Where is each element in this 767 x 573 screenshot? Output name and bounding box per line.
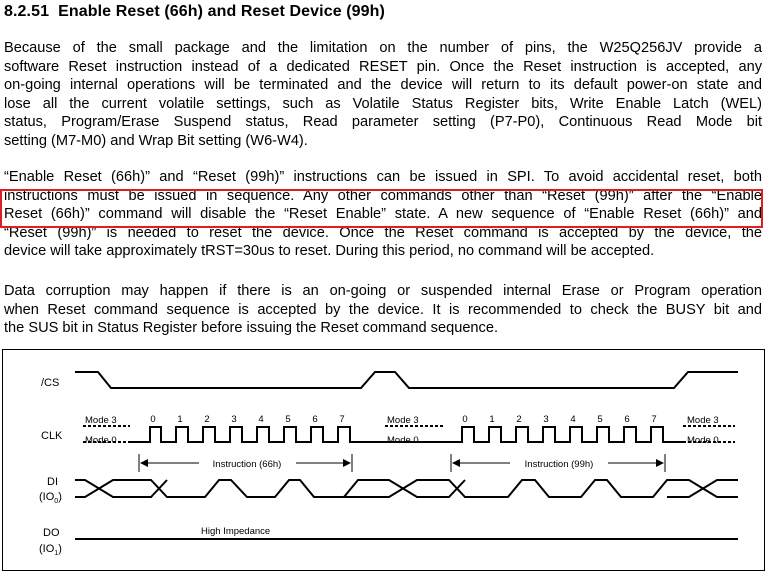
bit-number: 5 [597, 414, 603, 425]
mode3-label-3: Mode 3 [687, 415, 719, 426]
di-sub-label: $(IO_0)$ [39, 491, 62, 505]
do-sub-label: $(IO_1)$ [39, 543, 62, 557]
bit-number: 0 [462, 414, 468, 425]
bit-number: 4 [570, 414, 576, 425]
high-impedance-label: High Impedance [201, 526, 271, 537]
bit-number: 4 [258, 414, 264, 425]
bit-number: 1 [489, 414, 495, 425]
bit-number: 6 [312, 414, 318, 425]
bit-number: 6 [624, 414, 630, 425]
instruction-66h-label: Instruction (66h) [212, 459, 282, 470]
text-line: lose all the current volatile settings, such as Volatile Status Register bits, Write Enable Latch (WEL) [4, 95, 762, 112]
bit-number: 0 [150, 414, 156, 425]
text-line: status, Program/Erase Suspend status, Read parameter setting (P7-P0), Continuous Read Mode bit [4, 114, 762, 131]
section-number: 8.2.51 [4, 3, 50, 20]
text-line: the SUS bit in Status Register before issuing the Reset command sequence. [4, 320, 499, 337]
timing-diagram [2, 349, 765, 571]
bit-number: 3 [231, 414, 237, 425]
paragraph-warning [4, 282, 762, 338]
bit-number: 7 [339, 414, 345, 425]
mode3-label-2: Mode 3 [387, 415, 419, 426]
instruction-99h-label: Instruction (99h) [524, 459, 594, 470]
text-line: device will take approximately tRST=30us to reset. During this period, no command will be accepted. [4, 243, 655, 260]
mode0-label-2: Mode 0 [387, 435, 419, 446]
mode3-label-1: Mode 3 [85, 415, 117, 426]
clk-label: CLK [41, 430, 63, 442]
bit-number: 5 [285, 414, 291, 425]
text-line: instructions must be issued in sequence. Any other commands other than “Reset (99h)” after the “Enable [4, 187, 762, 204]
text-line: Reset (66h)” command will disable the “Reset Enable” state. A new sequence of “Enable Reset (66h)” and [4, 206, 762, 223]
bit-number: 3 [543, 414, 549, 425]
di-label: DI [47, 476, 58, 488]
section-heading [4, 3, 385, 21]
bit-number: 1 [177, 414, 183, 425]
paragraph-sequence [4, 168, 762, 261]
text-line: “Enable Reset (66h)” and “Reset (99h)” instructions can be issued in SPI. To avoid accidental reset, both [4, 169, 762, 185]
do-label: DO [43, 527, 60, 539]
bit-number: 2 [204, 414, 210, 425]
cs-waveform [75, 372, 738, 388]
timing-diagram-svg [3, 350, 766, 572]
text-line: Because of the small package and the limitation on the number of pins, the W25Q256JV provide a [4, 40, 762, 56]
text-line: when Reset command sequence is accepted by the device. It is recommended to check the BUSY bit and [4, 301, 762, 318]
bit-number: 7 [651, 414, 657, 425]
mode0-label-1: Mode 0 [85, 435, 117, 446]
bit-number: 2 [516, 414, 522, 425]
text-line: software Reset instruction instead of a dedicated RESET pin. Once the Reset instruction is accepted, any [4, 58, 762, 75]
di-waveform [75, 480, 738, 497]
cs-label: /CS [41, 377, 60, 389]
text-line: Data corruption may happen if there is an on-going or suspended internal Erase or Program operation [4, 283, 762, 299]
text-line: on-going internal operations will be terminated and the device will return to its default power-on state and [4, 77, 762, 94]
text-line: “Reset (99h)” is needed to reset the device. Once the Reset command is accepted by the device, the [4, 224, 762, 241]
section-title: Enable Reset (66h) and Reset Device (99h) [58, 3, 385, 20]
mode0-label-3: Mode 0 [687, 435, 719, 446]
text-line: setting (M7-M0) and Wrap Bit setting (W6-W4). [4, 132, 308, 149]
paragraph-intro [4, 39, 762, 151]
